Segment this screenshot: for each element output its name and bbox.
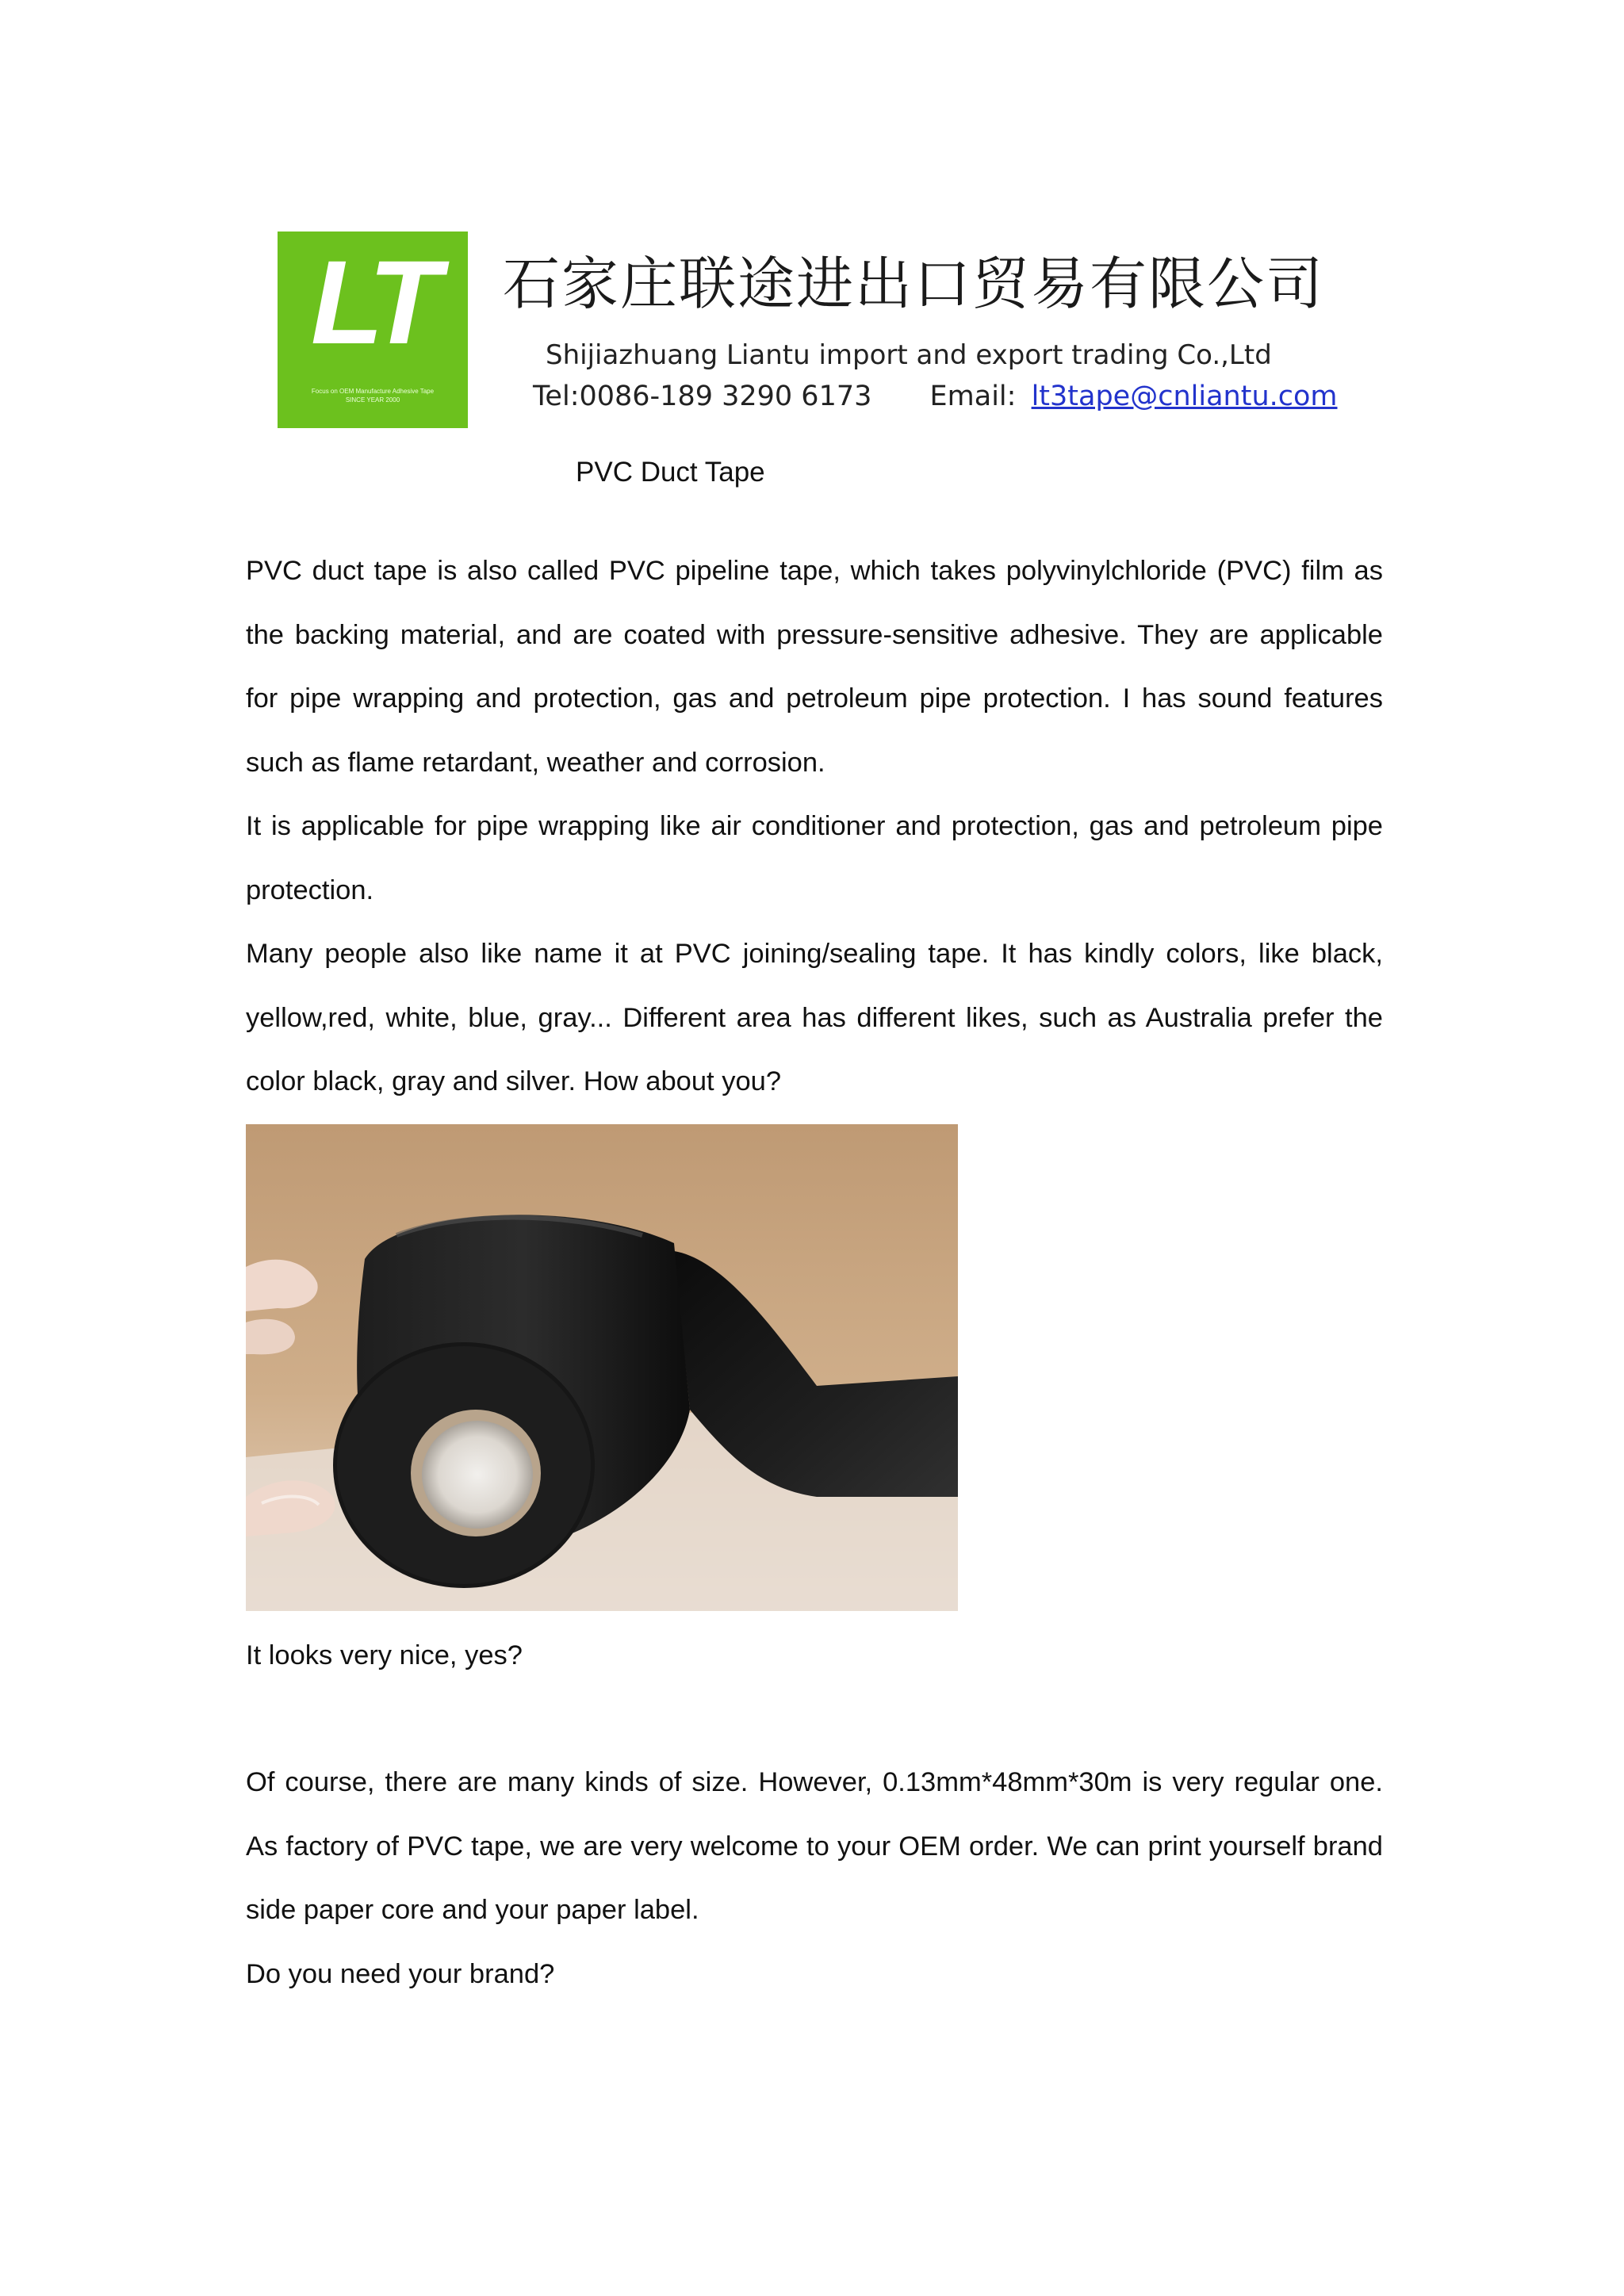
paragraph-sizes: Of course, there are many kinds of size. However, 0.13mm*48mm*30m is very regular one. As factory of PVC tape, we are very welcome to your OEM order. We can print yourself brand side paper core and your paper label.	[246, 1767, 1383, 1925]
logo-tagline-line2: SINCE YEAR 2000	[345, 396, 400, 404]
paragraph-brand-question: Do you need your brand?	[246, 1959, 555, 1989]
product-photo	[246, 1124, 958, 1611]
email-link[interactable]: lt3tape@cnliantu.com	[1031, 381, 1338, 412]
company-name-chinese: 石家庄联途进出口贸易有限公司	[503, 251, 1325, 317]
tape-roll-illustration	[246, 1124, 958, 1611]
telephone: Tel:0086-189 3290 6173	[533, 381, 872, 412]
logo-tagline-line1: Focus on OEM Manufacture Adhesive Tape	[311, 388, 435, 395]
logo-tagline	[284, 387, 462, 404]
paragraph-colors: Many people also like name it at PVC joining/sealing tape. It has kindly colors, like black, yellow,red, white, blue, gray... Different area has different likes, such as Australia prefer the color black, gray and silver. How about you?	[246, 939, 1383, 1096]
photo-caption: It looks very nice, yes?	[246, 1640, 523, 1670]
document-title: PVC Duct Tape	[576, 457, 765, 488]
email-label: Email:	[929, 381, 1017, 412]
letterhead	[278, 232, 1388, 428]
paragraph-intro: PVC duct tape is also called PVC pipeline tape, which takes polyvinylchloride (PVC) film as the backing material, and are coated with pressure-sensitive adhesive. They are applicable for pipe wrapping and protection, gas and petroleum pipe protection. I has sound features such as flame retardant, weather and corrosion.	[246, 556, 1383, 778]
logo-mark: LT	[310, 235, 435, 369]
company-contact	[533, 381, 1338, 412]
paragraph-applications: It is applicable for pipe wrapping like air conditioner and protection, gas and petroleum pipe protection.	[246, 811, 1383, 905]
company-name-english: Shijiazhuang Liantu import and export trading Co.,Ltd	[546, 339, 1272, 371]
company-logo	[278, 232, 468, 428]
